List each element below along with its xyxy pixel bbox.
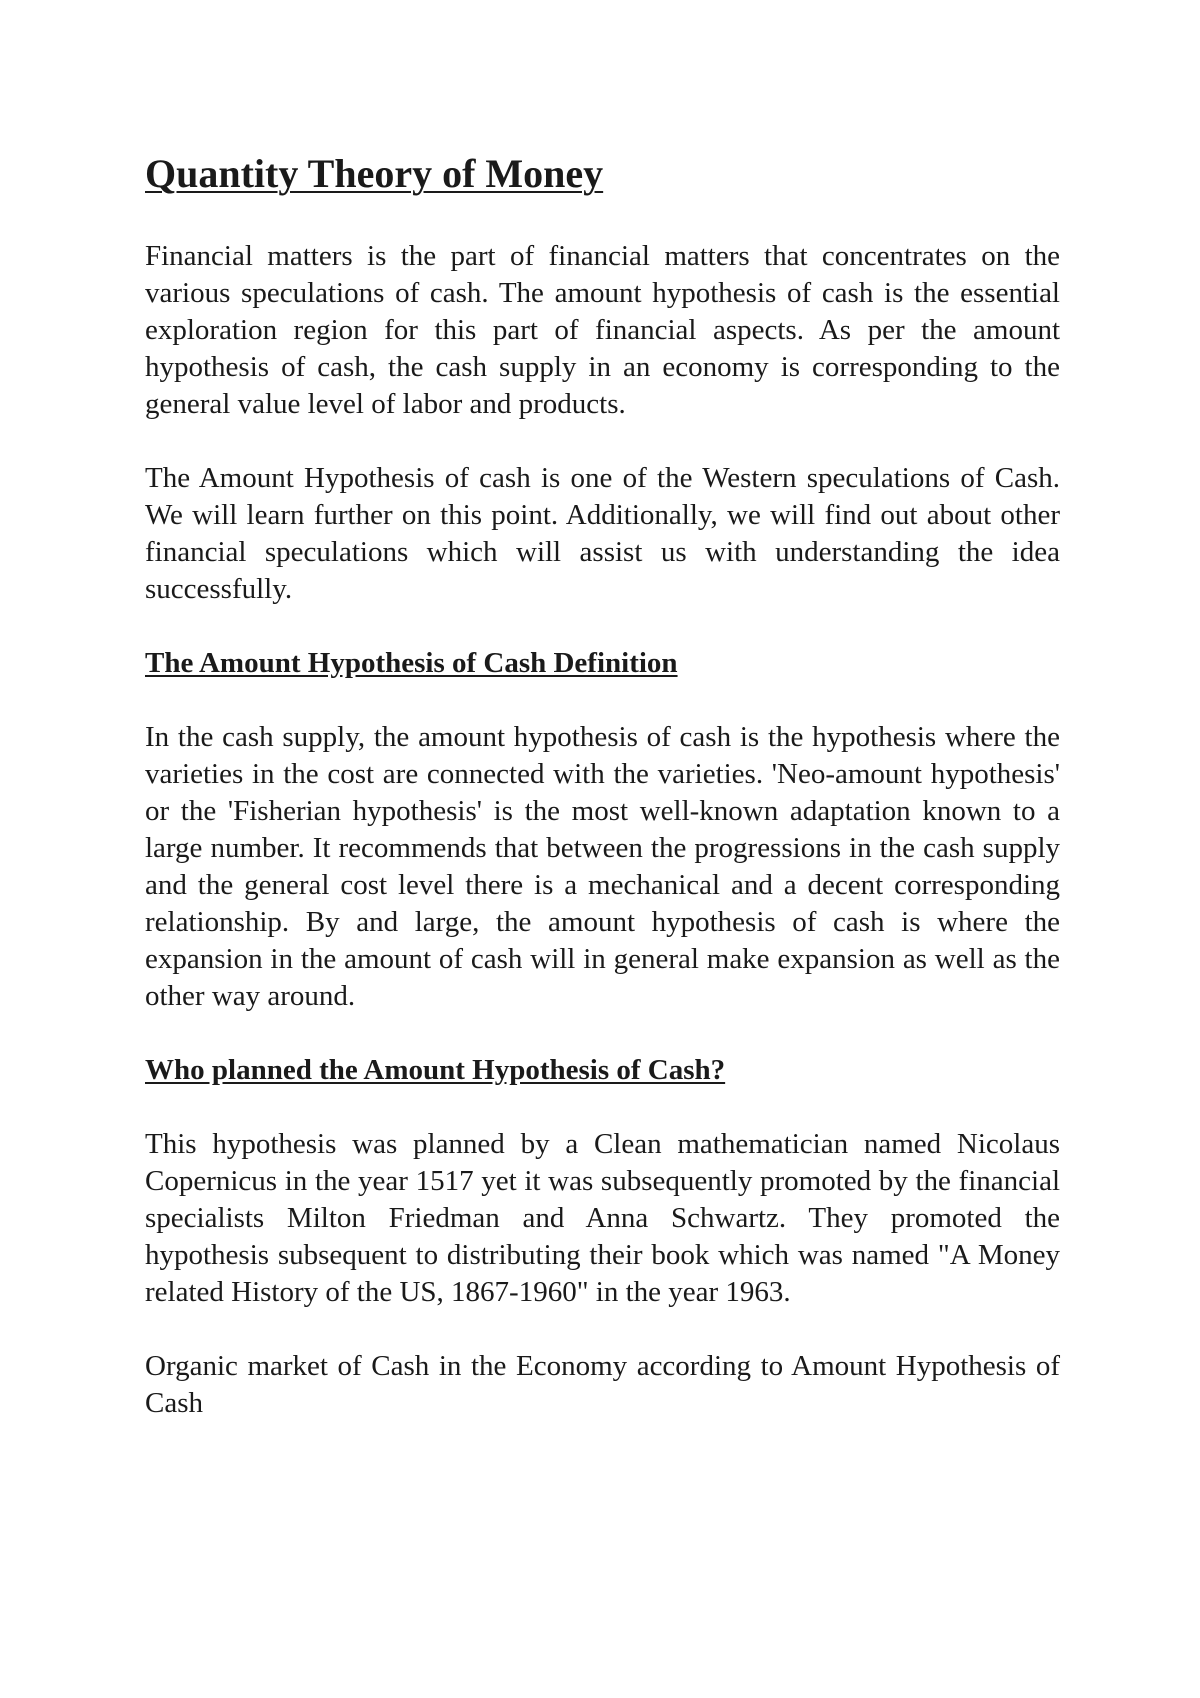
- paragraph-definition: In the cash supply, the amount hypothesis of cash is the hypothesis where the varieties in the cost are connected with the varieties. 'Neo-amount hypothesis' or the 'Fisherian hypothesis' is the most well-known adaptation known to a large number. It recommends that between the progressions in the cash supply and the general cost level there is a mechanical and a decent corresponding relationship. By and large, the amount hypothesis of cash is where the expansion in the amount of cash will in general make expansion as well as the other way around.: [145, 721, 1060, 1012]
- paragraph-intro: Financial matters is the part of financial matters that concentrates on the various speculations of cash. The amount hypothesis of cash is the essential exploration region for this part of financial aspects. As per the amount hypothesis of cash, the cash supply in an economy is corresponding to the general value level of labor and products.: [145, 240, 1060, 420]
- document-title: Quantity Theory of Money: [145, 151, 604, 196]
- paragraph-organic-market: Organic market of Cash in the Economy according to Amount Hypothesis of Cash: [145, 1350, 1060, 1419]
- section-heading-definition: The Amount Hypothesis of Cash Definition: [145, 647, 678, 679]
- paragraph-western-speculations: The Amount Hypothesis of cash is one of the Western speculations of Cash. We will learn further on this point. Additionally, we will find out about other financial speculations which will assist us with understanding the idea successfully.: [145, 462, 1060, 605]
- document-page: [145, 150, 1060, 1459]
- section-heading-who-planned: Who planned the Amount Hypothesis of Cash?: [145, 1054, 726, 1086]
- paragraph-who-planned: This hypothesis was planned by a Clean mathematician named Nicolaus Copernicus in the year 1517 yet it was subsequently promoted by the financial specialists Milton Friedman and Anna Schwartz. They promoted the hypothesis subsequent to distributing their book which was named "A Money related History of the US, 1867-1960" in the year 1963.: [145, 1128, 1060, 1308]
